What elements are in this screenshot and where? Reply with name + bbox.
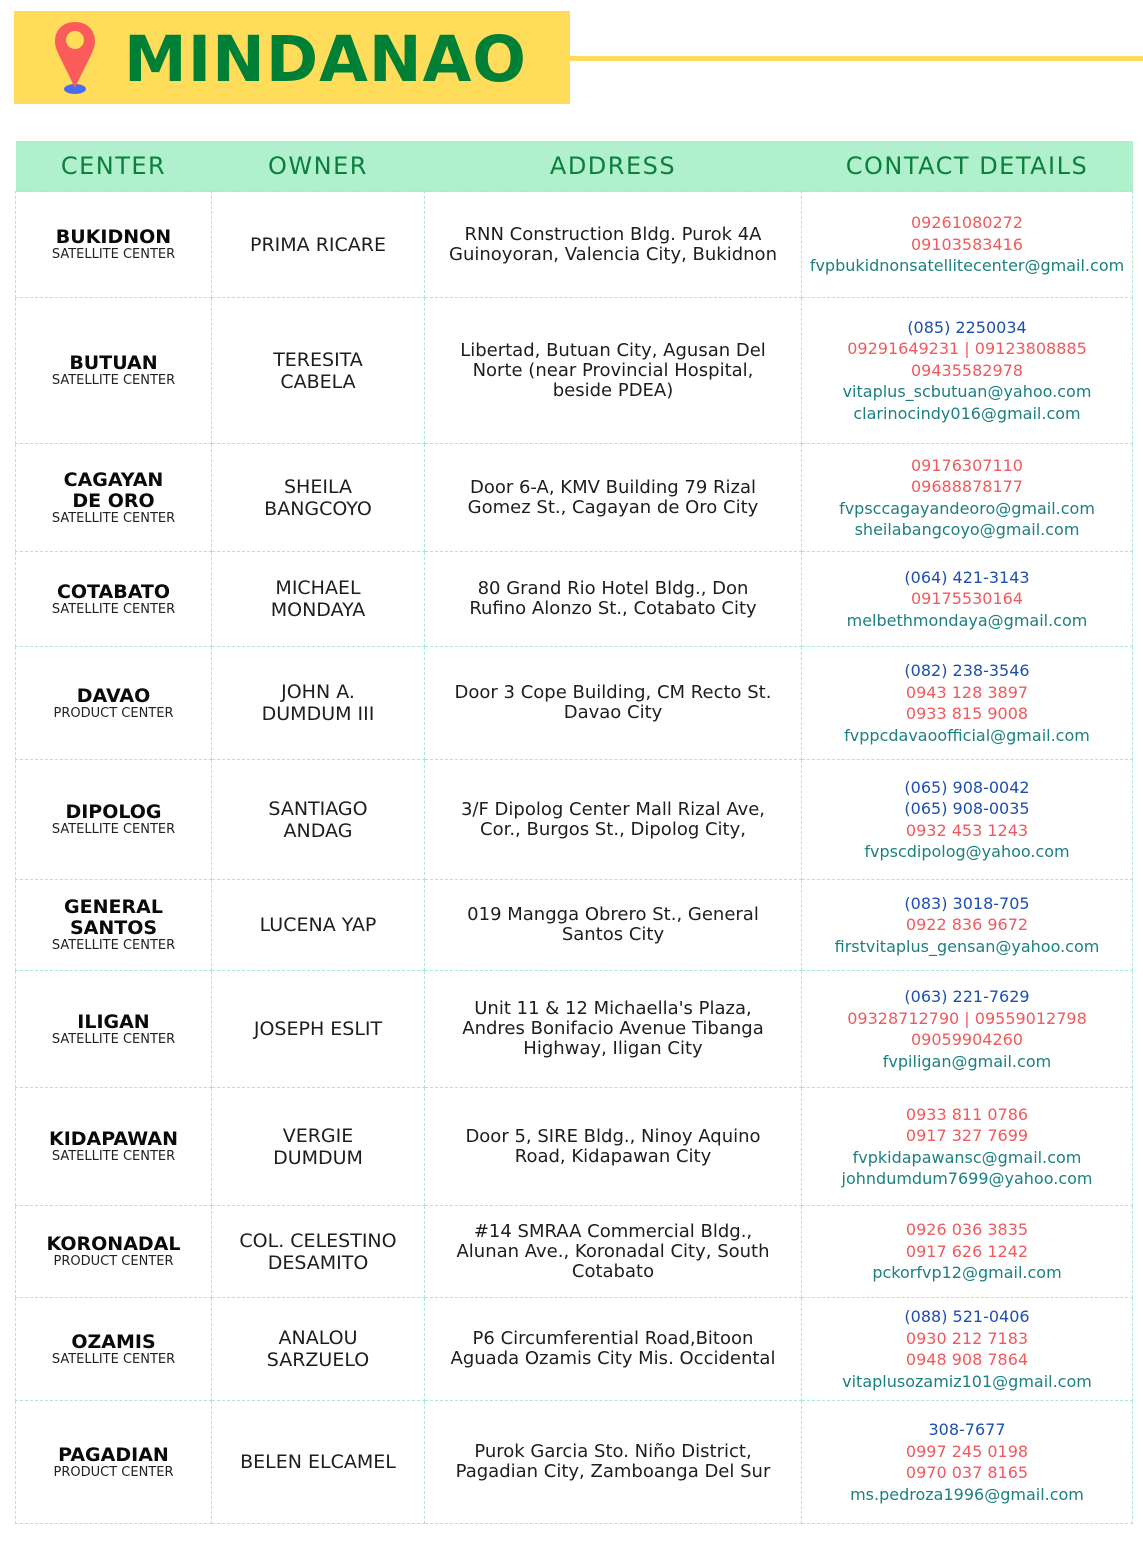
email-link[interactable]: clarinocindy016@gmail.com [853,403,1081,423]
address-text: RNN Construction Bldg. Purok 4A Guinoyoran, Valencia City, Bukidnon [449,223,777,265]
center-name: CAGAYAN DE ORO [63,468,164,512]
owner-name: ANALOU SARZUELO [266,1327,370,1371]
center-type: SATELLITE CENTER [51,822,176,837]
address-cell [425,647,802,760]
mobile-number: 09688878177 [911,477,1023,496]
mobile-number: 0933 815 9008 [905,704,1029,723]
owner-name: TERESITA CABELA [273,348,363,393]
mobile-number: 09435582978 [911,360,1023,380]
mobile-number: 0933 811 0786 [905,1104,1029,1124]
contact-cell [802,880,1133,971]
mobile-number: 09059904260 [911,1030,1023,1049]
center-cell [16,1206,212,1298]
center-cell [16,647,212,760]
address-text: 3/F Dipolog Center Mall Rizal Ave, Cor., Burgos St., Dipolog City, [460,798,766,840]
center-name: PAGADIAN [58,1443,169,1466]
mobile-number: 09176307110 [911,455,1023,475]
address-cell [425,298,802,444]
owner-cell [212,1298,425,1401]
address-text: P6 Circumferential Road,Bitoon Aguada Ozamis City Mis. Occidental [450,1328,776,1369]
table-row [16,298,1133,444]
address-text: 80 Grand Rio Hotel Bldg., Don Rufino Alonzo St., Cotabato City [469,578,757,619]
address-cell [425,1298,802,1401]
address-cell [425,552,802,647]
address-cell [425,444,802,552]
address-text: Purok Garcia Sto. Niño District, Pagadian City, Zamboanga Del Sur [455,1441,771,1482]
table-row [16,647,1133,760]
email-link[interactable]: fvpscdipolog@yahoo.com [864,842,1070,861]
landline-number: (065) 908-0042 [904,777,1030,797]
center-name: BUKIDNON [55,226,172,248]
mobile-number: 0932 453 1243 [905,820,1029,840]
owner-cell [212,880,425,971]
table-row [16,1298,1133,1401]
centers-table [15,141,1133,1524]
mobile-number: 09103583416 [911,234,1023,254]
address-text: 019 Mangga Obrero St., General Santos City [467,904,759,945]
contact-cell [802,971,1133,1088]
center-type: SATELLITE CENTER [51,1351,176,1367]
landline-number: (063) 221-7629 [904,987,1030,1006]
owner-name: PRIMA RICARE [250,233,386,256]
owner-cell [212,1401,425,1524]
email-link[interactable]: fvpkidapawansc@gmail.com [852,1147,1082,1167]
map-pin-icon [52,20,98,96]
column-header-owner: OWNER [212,141,425,192]
mobile-number: 0917 626 1242 [905,1241,1029,1261]
contact-cell [802,1401,1133,1524]
owner-cell [212,552,425,647]
email-link[interactable]: pckorfvp12@gmail.com [872,1263,1062,1283]
page-title: MINDANAO [124,23,527,96]
address-text: Door 6-A, KMV Building 79 Rizal Gomez St., Cagayan de Oro City [467,476,759,518]
center-name: KIDAPAWAN [48,1128,178,1150]
center-type: PRODUCT CENTER [53,1464,174,1480]
owner-name: BELEN ELCAMEL [240,1451,396,1473]
landline-number: (083) 3018-705 [904,893,1030,913]
email-link[interactable]: sheilabangcoyo@gmail.com [854,520,1080,539]
center-type: PRODUCT CENTER [53,1254,174,1269]
title-divider-line [570,56,1143,61]
table-row [16,192,1133,298]
owner-name: LUCENA YAP [259,914,377,936]
address-cell [425,192,802,298]
address-text: Libertad, Butuan City, Agusan Del Norte (near Provincial Hospital, beside PDEA) [460,339,766,401]
owner-name: JOHN A. DUMDUM III [261,681,375,725]
mobile-number: 09175530164 [911,589,1023,609]
column-header-address: ADDRESS [425,141,802,192]
email-link[interactable]: fvpsccagayandeoro@gmail.com [839,498,1095,518]
center-cell [16,552,212,647]
mobile-number: 0930 212 7183 [905,1328,1029,1348]
owner-cell [212,971,425,1088]
address-text: Unit 11 & 12 Michaella's Plaza, Andres Bonifacio Avenue Tibanga Highway, Iligan City [462,998,764,1059]
email-link[interactable]: melbethmondaya@gmail.com [846,610,1088,630]
owner-cell [212,1088,425,1206]
contact-cell [802,192,1133,298]
mobile-number: 09328712790 | 09559012798 [847,1008,1087,1028]
center-name: ILIGAN [77,1010,150,1033]
contact-cell [802,444,1133,552]
center-cell [16,192,212,298]
landline-number: (065) 908-0035 [904,799,1030,818]
contact-cell [802,647,1133,760]
center-name: KORONADAL [46,1233,181,1255]
contact-cell [802,298,1133,444]
landline-number: 308-7677 [928,1420,1006,1439]
landline-number: (085) 2250034 [907,317,1027,337]
owner-cell [212,1206,425,1298]
owner-name: SANTIAGO ANDAG [268,797,368,842]
owner-cell [212,444,425,552]
center-cell [16,1088,212,1206]
table-row [16,552,1133,647]
owner-cell [212,298,425,444]
column-header-center: CENTER [16,141,212,192]
address-cell [425,1088,802,1206]
mobile-number: 0948 908 7864 [905,1350,1029,1369]
center-name: BUTUAN [69,352,158,374]
center-cell [16,971,212,1088]
email-link[interactable]: ms.pedroza1996@gmail.com [850,1484,1084,1504]
mobile-number: 09261080272 [911,213,1023,233]
table-row [16,880,1133,971]
center-cell [16,298,212,444]
contact-cell [802,1298,1133,1401]
landline-number: (088) 521-0406 [904,1307,1030,1326]
center-type: SATELLITE CENTER [51,247,176,262]
mobile-number: 0970 037 8165 [905,1463,1029,1482]
center-type: SATELLITE CENTER [51,601,176,617]
center-type: SATELLITE CENTER [51,1031,176,1047]
center-name: OZAMIS [71,1330,156,1353]
center-name: COTABATO [56,580,171,603]
owner-cell [212,192,425,298]
address-text: Door 3 Cope Building, CM Recto St. Davao City [454,682,772,723]
column-header-contact-details: CONTACT DETAILS [802,141,1133,192]
center-cell [16,880,212,971]
table-row [16,1206,1133,1298]
table-row [16,760,1133,880]
owner-name: SHEILA BANGCOYO [264,475,372,520]
center-cell [16,444,212,552]
center-cell [16,1401,212,1524]
email-link[interactable]: fvppcdavaoofficial@gmail.com [844,725,1090,745]
email-link[interactable]: vitaplus_scbutuan@yahoo.com [842,382,1092,402]
address-cell [425,1206,802,1298]
center-name: DAVAO [76,684,151,707]
email-link[interactable]: johndumdum7699@yahoo.com [841,1169,1093,1188]
contact-cell [802,1088,1133,1206]
address-cell [425,880,802,971]
address-cell [425,971,802,1088]
center-name: DIPOLOG [65,801,162,823]
landline-number: (064) 421-3143 [904,567,1030,587]
table-row [16,1401,1133,1524]
mobile-number: 0922 836 9672 [905,915,1029,935]
owner-name: MICHAEL MONDAYA [270,577,366,621]
center-cell [16,760,212,880]
contact-cell [802,552,1133,647]
owner-name: JOSEPH ESLIT [253,1018,383,1040]
mobile-number: 0917 327 7699 [905,1126,1029,1145]
owner-cell [212,760,425,880]
center-type: SATELLITE CENTER [51,373,176,388]
mobile-number: 09291649231 | 09123808885 [847,339,1087,359]
address-cell [425,760,802,880]
table-header-row [16,141,1133,192]
owner-name: COL. CELESTINO DESAMITO [239,1229,397,1274]
contact-cell [802,760,1133,880]
mobile-number: 0926 036 3835 [905,1220,1029,1240]
center-type: SATELLITE CENTER [51,1149,176,1164]
email-link[interactable]: fvpbukidnonsatellitecenter@gmail.com [809,256,1125,276]
owner-name: VERGIE DUMDUM [273,1124,363,1169]
center-type: PRODUCT CENTER [53,705,174,721]
mobile-number: 0943 128 3897 [905,682,1029,702]
table-row [16,971,1133,1088]
mobile-number: 0997 245 0198 [905,1441,1029,1461]
table-row [16,1088,1133,1206]
center-name: GENERAL SANTOS [64,896,163,939]
center-cell [16,1298,212,1401]
contact-cell [802,1206,1133,1298]
center-type: SATELLITE CENTER [51,510,176,526]
address-text: #14 SMRAA Commercial Bldg., Alunan Ave., Koronadal City, South Cotabato [456,1220,770,1282]
owner-cell [212,647,425,760]
address-text: Door 5, SIRE Bldg., Ninoy Aquino Road, Kidapawan City [465,1125,761,1167]
table-row [16,444,1133,552]
landline-number: (082) 238-3546 [904,661,1030,680]
email-link[interactable]: fvpiligan@gmail.com [882,1051,1052,1071]
address-cell [425,1401,802,1524]
email-link[interactable]: vitaplusozamiz101@gmail.com [842,1371,1092,1391]
center-type: SATELLITE CENTER [51,938,176,953]
email-link[interactable]: firstvitaplus_gensan@yahoo.com [834,936,1100,956]
